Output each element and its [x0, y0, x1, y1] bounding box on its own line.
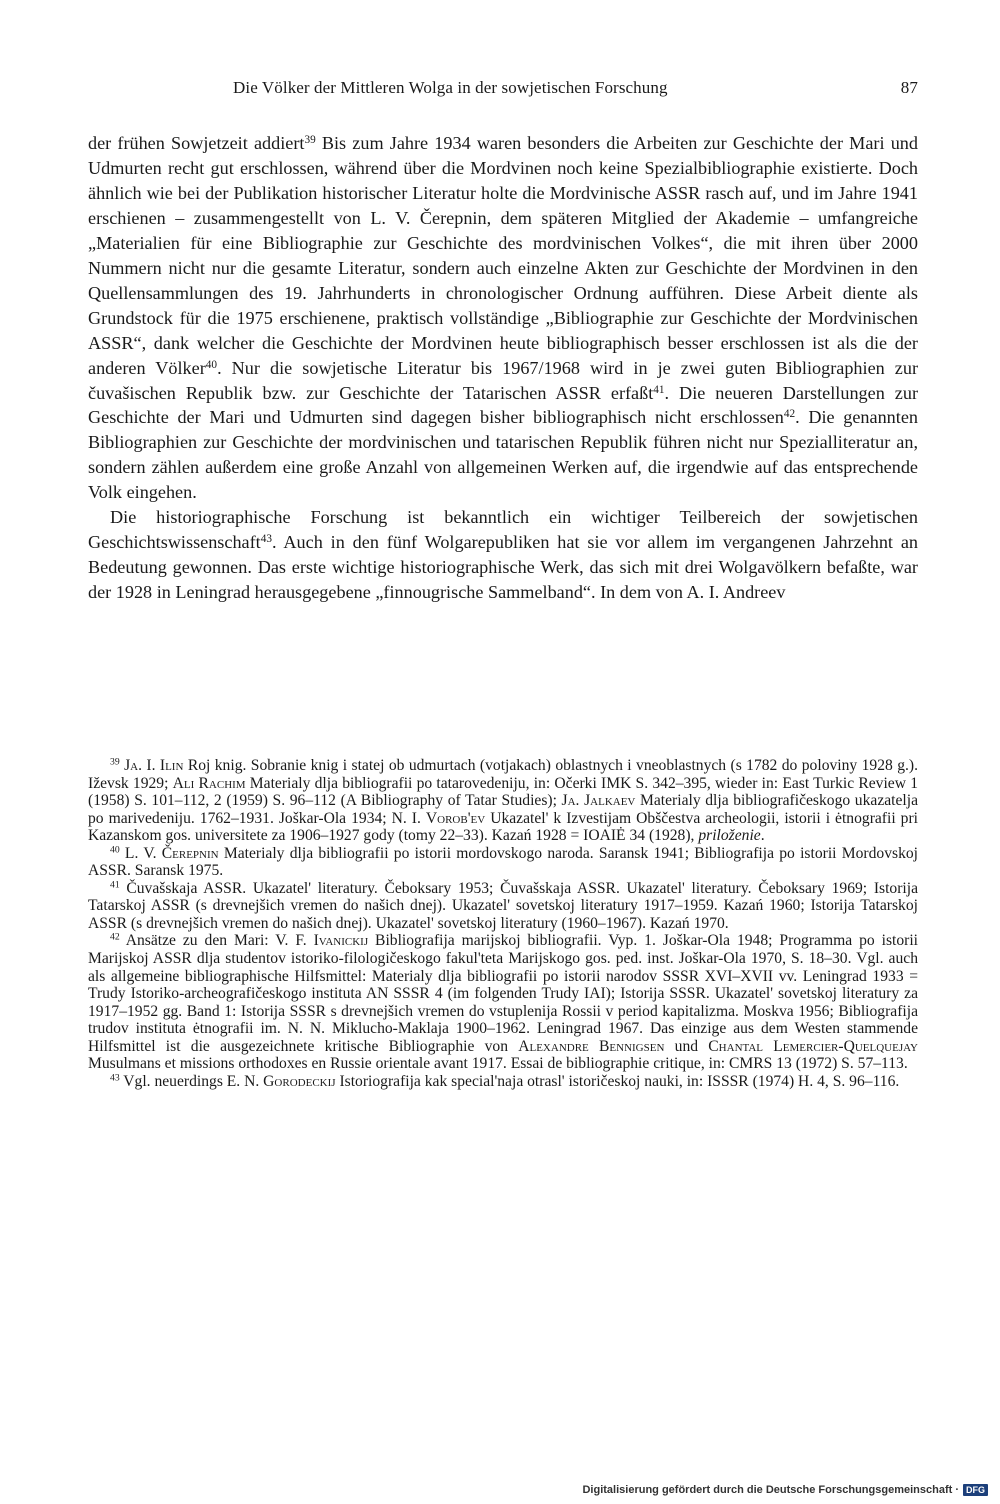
- p1-text-d: . Die neueren Darstellungen zur Geschichte der Mari und Udmurten sind dagegen bisher bibliographisch nicht erschlossen: [88, 382, 918, 428]
- p1-text-a: der frühen Sowjetzeit addiert: [88, 133, 305, 153]
- running-head: [88, 78, 918, 104]
- fn-text: .: [760, 827, 765, 845]
- author-name: Ivanickij: [313, 932, 369, 950]
- footnote-39: [88, 757, 918, 845]
- fn-text: Roj knig. Sobranie knig i statej ob udmurtach (votjakach) oblastnych i vneoblastnych (s 1782 do poloviny 1928 g.). Iževsk 1929;: [88, 757, 918, 792]
- footnote-ref-42[interactable]: 42: [783, 408, 796, 421]
- p2-text-b: . Auch in den fünf Wolgarepubliken hat sie vor allem im vergangenen Jahrzehnt an Bedeutung gewonnen. Das erste wichtige historiographische Werk, das sich mit drei Wolgavölkern befaßte, war der 1928 in Leningrad herausgegebene „finnougrische Sammelband“. In dem von A. I. Andreev: [88, 532, 918, 603]
- dfg-logo-icon: DFG: [963, 1484, 988, 1496]
- fn-text: Čuvašskaja ASSR. Ukazatel' literatury. Čeboksary 1953; Čuvašskaja ASSR. Ukazatel' literatury. Čeboksary 1969; Istorija Tatarskoj ASSR (s drevnejšich vremen do našich dnej). Ukazatel' sovetskoj literatury 1917–1959. Kazań 1960; Istorija Tatarskoj ASSR (s drevnejšich vremen do našich dnej). Ukazatel' sovetskoj literatury (1960–1967). Kazań 1970.: [88, 879, 918, 932]
- author-name: Gorodeckij: [263, 1072, 336, 1090]
- p1-text-e: . Die genannten Bibliographien zur Geschichte der mordvinischen und tatarischen Republik führen nicht nur Spezialliteratur an, sondern zählen außerdem eine große Anzahl von allgemeinen Werken auf, die irgendwie auf das entsprechende Volk eingehen.: [88, 407, 918, 503]
- fn-text: Vgl. neuerdings E. N.: [119, 1072, 264, 1090]
- fn-text: Musulmans et missions orthodoxes en Russie orientale avant 1917. Essai de bibliographie critique, in: CMRS 13 (1972) S. 57–113.: [88, 1055, 908, 1073]
- footnote-41: [88, 880, 918, 933]
- fn-text: Ansätze zu den Mari: V. F.: [119, 932, 314, 950]
- fn-text: Ukazatel' k Izvestijam Obščestva archeologii, istorii i ėtnografii pri Kazanskom gos. universitete za 1906–1927 gody (tomy 22–33). Kazań 1928 = IOAIĖ 34 (1928),: [88, 809, 918, 845]
- footnote-40: [88, 845, 918, 880]
- footnotes: [88, 757, 918, 1090]
- credit-text: Digitalisierung gefördert durch die Deutsche Forschungsgemeinschaft ·: [582, 1484, 959, 1496]
- fn-text: Bibliografija marijskoj bibliografii. Vyp. 1. Joškar-Ola 1948; Programma po istorii Marijskoj ASSR dlja studentov istoriko-filologičeskogo fakul'teta Marijskogo gos. ped. inst. Joškar-Ola 1970, S. 18–30. Vgl. auch als allgemeine bibliographische Hilfsmittel: Materialy dlja bibliografii po istorii narodov SSSR XVI–XVII vv. Leningrad 1933 = Trudy Istoriko-archeografičeskogo instituta AN SSSR 4 (im folgenden Trudy IAI); Istorija SSSR. Ukazatel' sovetskoj literatury za 1917–1952 gg. Band 1: Istorija SSSR s drevnejšich vremen do vstuplenija Rossii v period kapitalizma. Moskva 1956; Bibliografija trudov instituta ėtnografii im. N. N. Miklucho-Maklaja 1900–1962. Leningrad 1967. Das einzige aus dem Westen stammende Hilfsmittel ist die ausgezeichnete kritische Bibliographie von: [88, 932, 918, 1055]
- italic-term: priloženie: [698, 827, 761, 845]
- digitization-credit: [582, 1482, 988, 1498]
- author-name: Vorob'ev: [425, 809, 486, 827]
- p1-text-c: . Nur die sowjetische Literatur bis 1967/1968 wird in je zwei guten Bibliographien zur čuvašischen Republik bzw. zur Geschichte der Tatarischen ASSR erfaßt: [88, 357, 919, 403]
- fn-text: Materialy dlja bibliografii po tatarovedeniju, in: Očerki IMK S. 342–395, wieder in: East Turkic Review 1 (1958) S. 101–112, 2 (1959) S. 96–112 (A Bibliography of Tatar Studies);: [88, 774, 919, 810]
- author-name: Ja. I. Ilin: [124, 757, 184, 774]
- footnote-number: 43: [110, 1072, 120, 1084]
- main-text: [88, 131, 918, 605]
- paragraph-1: [88, 131, 918, 505]
- page-number: 87: [900, 78, 918, 97]
- footnote-42: [88, 932, 918, 1072]
- fn-text: L. V.: [119, 844, 162, 862]
- running-head-title: Die Völker der Mittleren Wolga in der sowjetischen Forschung: [233, 78, 668, 97]
- footnote-ref-41[interactable]: 41: [653, 383, 665, 396]
- footnote-43: [88, 1073, 918, 1091]
- author-name: Ali Rachim: [172, 774, 246, 792]
- fn-text: Istoriografija kak special'naja otrasl' istoričeskoj nauki, in: ISSSR (1974) H. 4, S. 96–116.: [335, 1072, 900, 1090]
- paragraph-2: [88, 505, 918, 605]
- footnote-ref-39[interactable]: 39: [304, 133, 316, 146]
- p1-text-b: Bis zum Jahre 1934 waren besonders die Arbeiten zur Geschichte der Mari und Udmurten recht gut erschlossen, während über die Mordvinen noch keine Spezialbibliographie existierte. Doch ähnlich wie bei der Publikation historischer Literatur holte die Mordvinische ASSR rasch auf, und im Jahre 1941 erschienen – zusammengestellt von L. V. Čerepnin, dem späteren Mitglied der Akademie – umfangreiche „Materialien für eine Bibliographie zur Geschichte des mordvinischen Volkes“, die mit ihren über 2000 Nummern nicht nur die gesamte Literatur, sondern auch einzelne Akten zur Geschichte der Mordvinen in den Quellensammlungen des 19. Jahrhunderts in chronologischer Ordnung aufführen. Diese Arbeit diente als Grundstock für die 1975 erschienene, praktisch vollständige „Bibliographie zur Geschichte der Mordvinischen ASSR“, dank welcher die Geschichte der Mordvinen heute bibliographisch besser erschlossen ist als die der anderen Völker: [88, 133, 918, 378]
- author-name: Ja. Jalkaev: [561, 792, 636, 810]
- author-name: Čerepnin: [161, 844, 219, 862]
- footnote-number: 40: [110, 844, 120, 856]
- footnote-ref-40[interactable]: 40: [205, 358, 218, 371]
- fn-text: Materialy dlja bibliografičeskogo ukazatelja po marivedeniju. 1762–1931. Joškar-Ola 1934; N. I.: [88, 792, 918, 827]
- p2-text-a: Die historiographische Forschung ist bekanntlich ein wichtiger Teilbereich der sowjetischen Geschichtswissenschaft: [88, 507, 918, 553]
- footnote-ref-43[interactable]: 43: [260, 533, 273, 546]
- footnote-number: 39: [110, 756, 120, 768]
- author-name: Alexandre Bennigsen: [518, 1037, 665, 1055]
- footnote-number: 42: [110, 932, 120, 944]
- fn-text: und: [664, 1037, 709, 1055]
- footnote-number: 41: [110, 879, 120, 891]
- fn-text: Materialy dlja bibliografii po istorii mordovskogo naroda. Saransk 1941; Bibliografija po istorii Mordovskoj ASSR. Saransk 1975.: [88, 844, 918, 880]
- author-name: Chantal Lemercier-Quelquejay: [708, 1037, 918, 1055]
